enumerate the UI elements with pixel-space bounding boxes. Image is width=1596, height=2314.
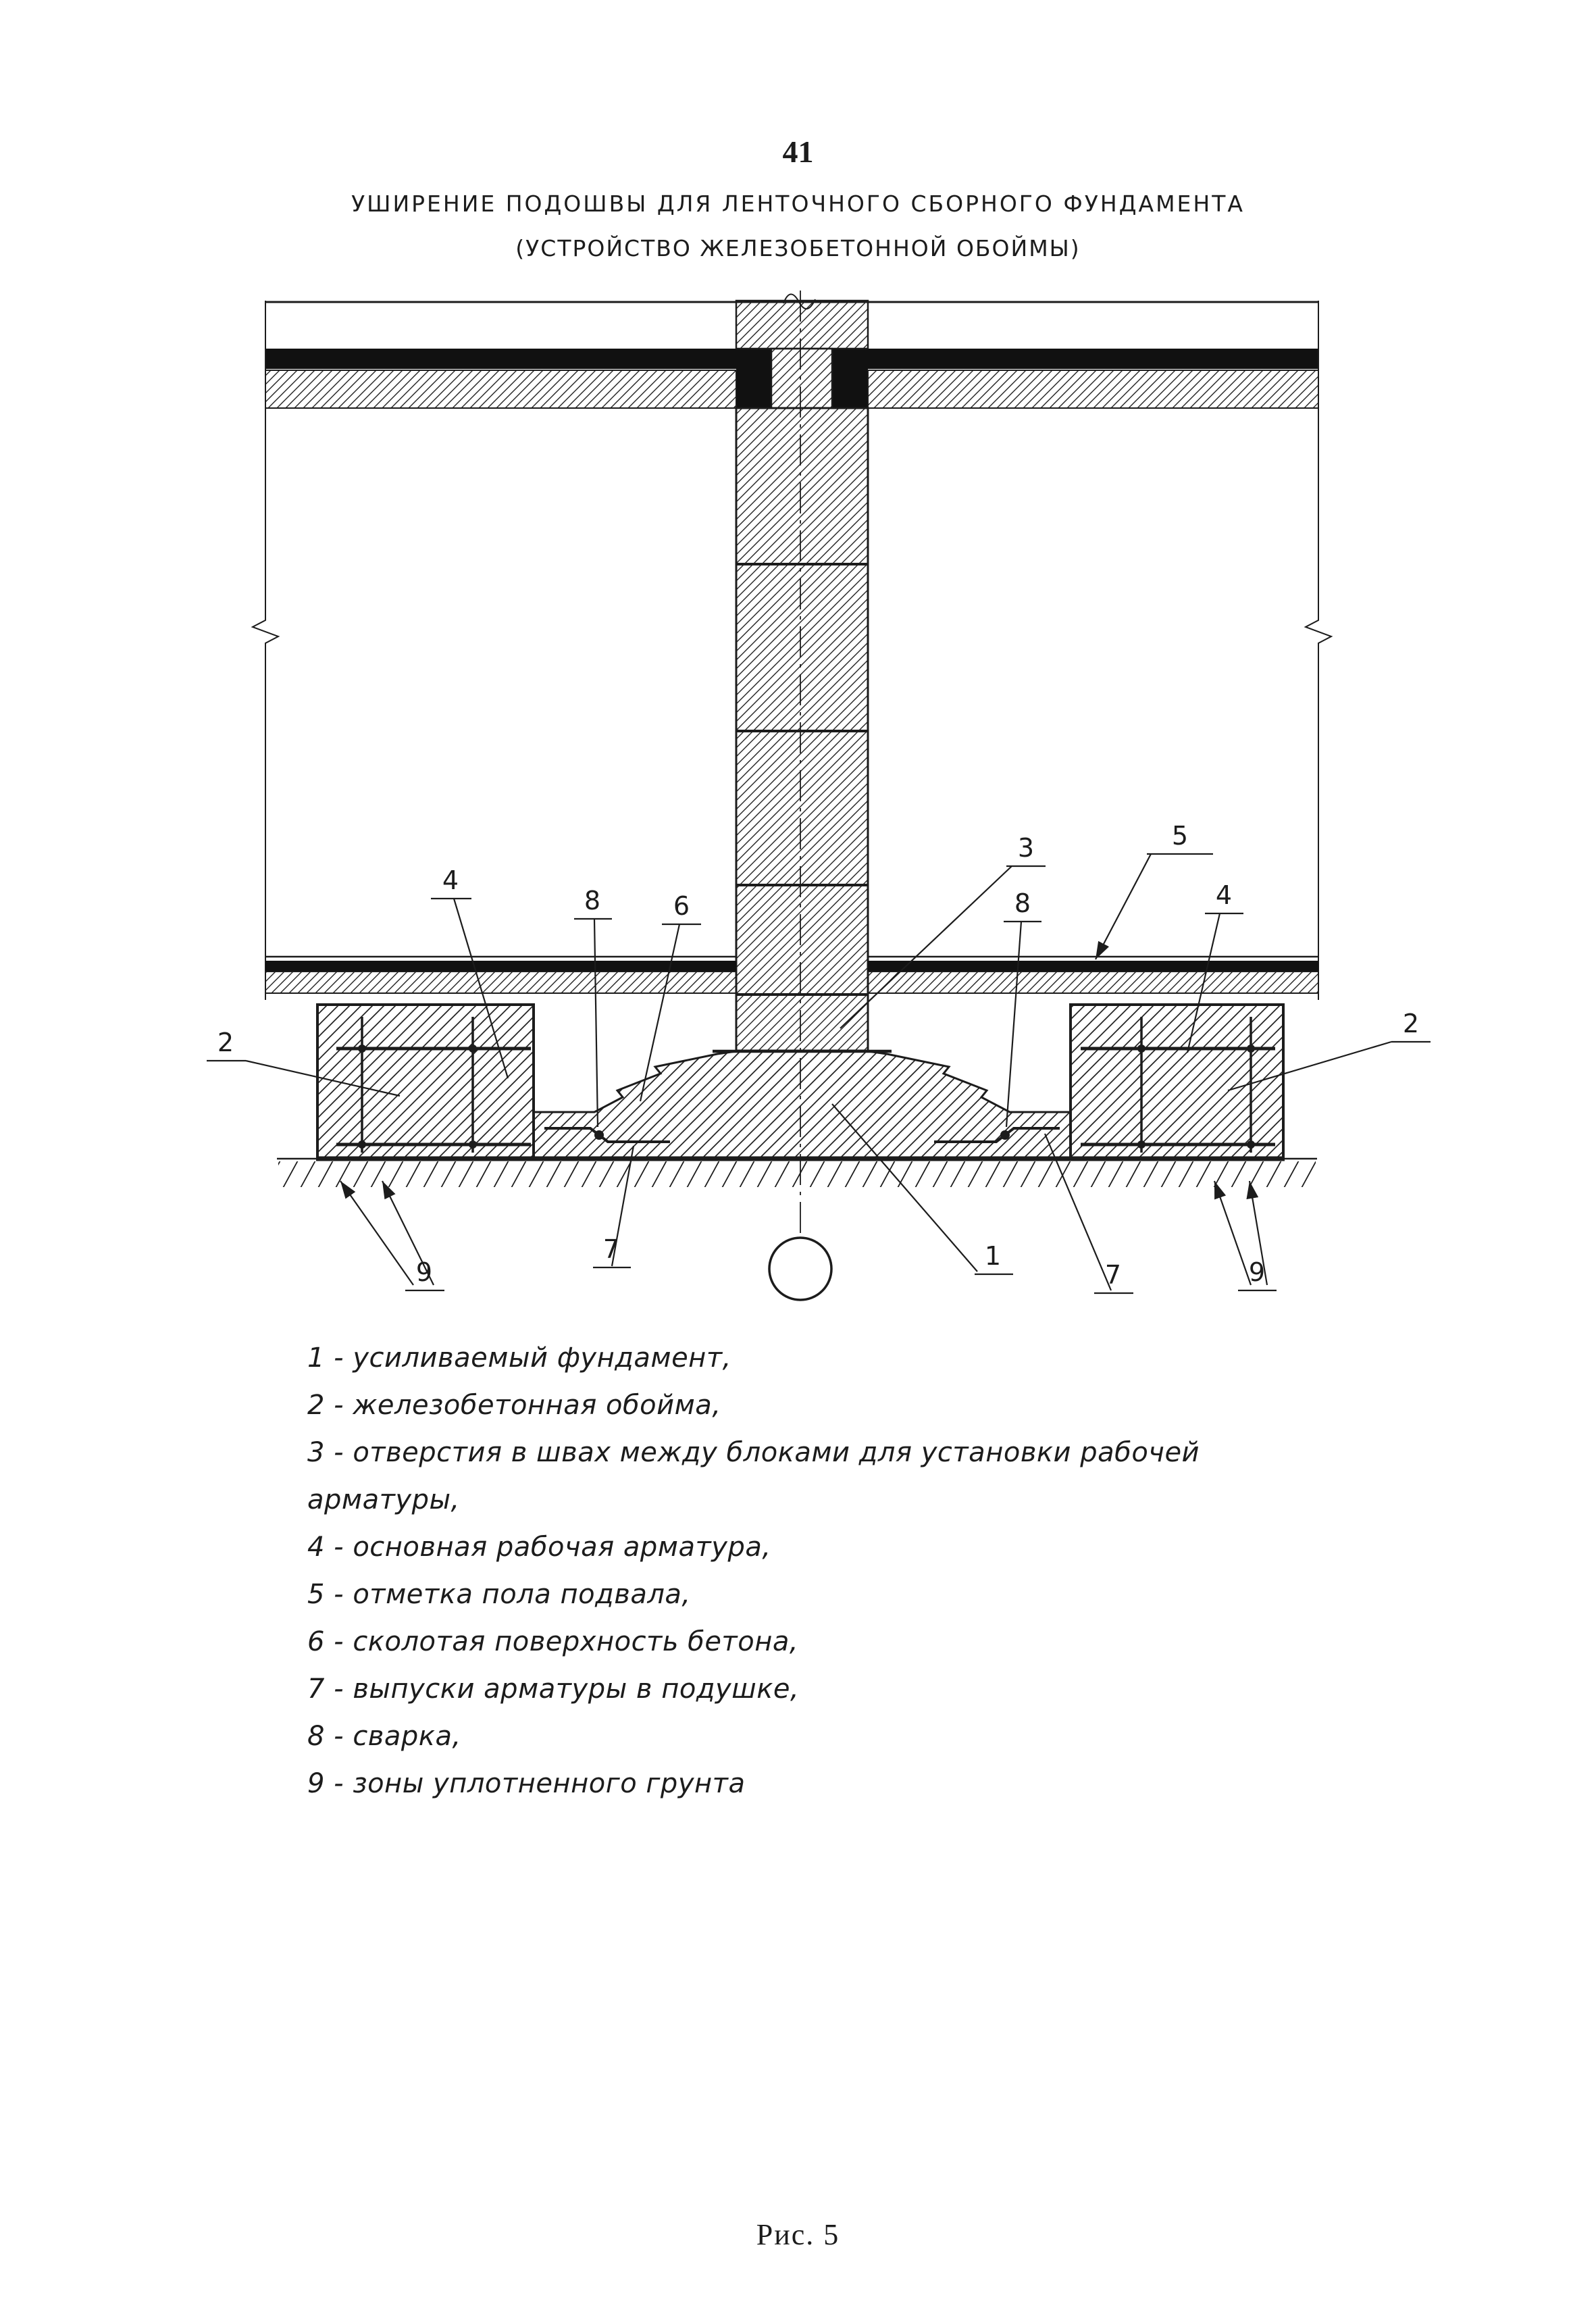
legend-item-6: 6 - сколотая поверхность бетона,	[307, 1626, 799, 1657]
figure-title-line2: (УСТРОЙСТВО ЖЕЛЕЗОБЕТОННОЙ ОБОЙМЫ)	[515, 235, 1081, 261]
figure-caption: Рис. 5	[756, 2218, 840, 2251]
legend-item-7: 7 - выпуски арматуры в подушке,	[307, 1674, 800, 1705]
upper-slab-hatch-right	[868, 370, 1318, 408]
callout-2-left: 2	[217, 1028, 234, 1057]
callout-3: 3	[1017, 833, 1035, 863]
upper-slab-black-band-right	[868, 349, 1318, 369]
callout-9-right: 9	[1248, 1257, 1266, 1287]
callout-7-right: 7	[1104, 1260, 1122, 1290]
callout-1: 1	[984, 1241, 1002, 1271]
callout-6: 6	[673, 891, 690, 921]
legend-item-4: 4 - основная рабочая арматура,	[307, 1532, 771, 1563]
callout-4-right: 4	[1215, 880, 1233, 910]
soil-hatch-band	[278, 1161, 1316, 1187]
callout-9-left: 9	[415, 1257, 433, 1287]
weld-spot-right	[1000, 1130, 1010, 1140]
callout-8-left: 8	[584, 886, 601, 915]
page-number: 41	[782, 134, 814, 169]
casing-left	[317, 1005, 534, 1159]
legend-item-3: 3 - отверстия в швах между блоками для установки рабочей арматуры,	[307, 1437, 1200, 1515]
legend-item-9: 9 - зоны уплотненного грунта	[307, 1768, 746, 1799]
figure-title-line1: УШИРЕНИЕ ПОДОШВЫ ДЛЯ ЛЕНТОЧНОГО СБОРНОГО ФУНДАМЕНТА	[351, 191, 1245, 217]
callout-5: 5	[1171, 821, 1189, 851]
wall-column	[736, 301, 868, 1051]
legend-item-5: 5 - отметка пола подвала,	[307, 1579, 691, 1610]
legend-item-8: 8 - сварка,	[307, 1721, 461, 1752]
callout-7-left: 7	[602, 1234, 620, 1264]
callout-8-right: 8	[1014, 888, 1031, 918]
floor-level-mark-leader	[1096, 854, 1151, 959]
callout-4-left: 4	[442, 865, 459, 895]
callout-2-right: 2	[1402, 1009, 1420, 1038]
legend	[307, 1334, 1300, 1807]
axis-mark-circle	[769, 1238, 831, 1300]
ground	[277, 1159, 1317, 1187]
upper-slab-black-band-left	[265, 349, 736, 369]
legend-item-1: 1 - усиливаемый фундамент,	[307, 1342, 731, 1374]
upper-slab-hatch-left	[265, 370, 736, 408]
weld-spot-left	[594, 1130, 604, 1140]
legend-item-2: 2 - железобетонная обойма,	[307, 1390, 721, 1421]
